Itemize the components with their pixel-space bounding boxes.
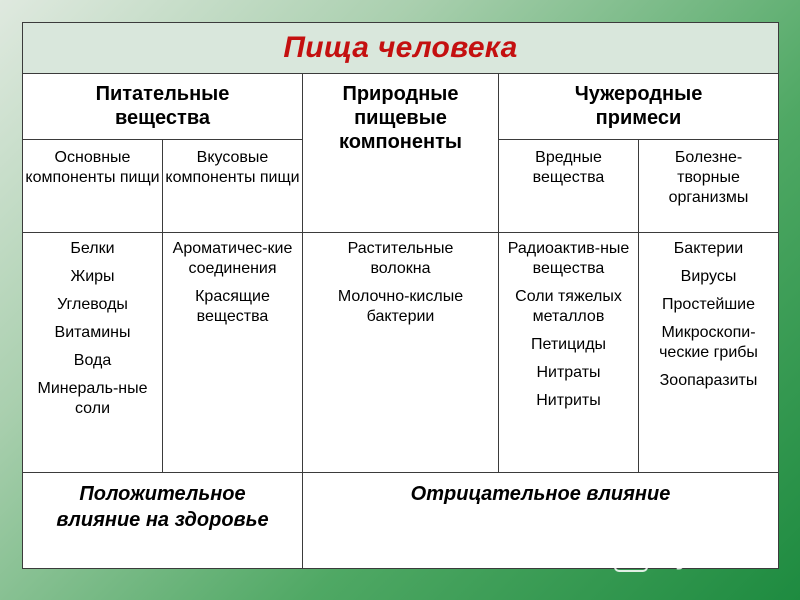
list-item: Простейшие	[662, 296, 755, 313]
subheader-harmful: Вредные вещества	[499, 140, 639, 233]
list-item: Вода	[73, 352, 112, 369]
title-cell	[23, 23, 779, 74]
list-item: Радиоактив-ные вещества	[507, 240, 630, 277]
column-natural	[303, 233, 499, 473]
list-item: Углеводы	[57, 296, 128, 313]
list-item: Растительные волокна	[347, 240, 454, 277]
list-item: Молочно-кислые бактерии	[337, 288, 464, 325]
column-pathogens	[639, 233, 779, 473]
watermark-text: MyShared	[653, 539, 778, 570]
list-item: Нитриты	[536, 392, 601, 409]
food-table	[22, 22, 779, 569]
subheader-pathogens: Болезне-творные организмы	[639, 140, 779, 233]
footer-negative: Отрицательное влияние	[303, 473, 779, 569]
list-item: Зоопаразиты	[659, 372, 758, 389]
list-item: Витамины	[54, 324, 131, 341]
list-item: Микроскопи-ческие грибы	[659, 324, 758, 361]
subheader-main-components: Основные компоненты пищи	[23, 140, 163, 233]
list-item: Жиры	[70, 268, 115, 285]
subheader-flavor-components: Вкусовые компоненты пищи	[163, 140, 303, 233]
list-item: Минераль-ные соли	[37, 380, 148, 417]
list-item: Нитраты	[536, 364, 601, 381]
list-item: Белки	[70, 240, 115, 257]
watermark-logo-icon	[614, 538, 648, 572]
header-nutrients: Питательные вещества	[23, 74, 303, 140]
column-flavor	[163, 233, 303, 473]
list-item: Красящие вещества	[195, 288, 270, 325]
page-title: Пища человека	[283, 31, 518, 64]
list-item: Бактерии	[673, 240, 744, 257]
list-item: Вирусы	[680, 268, 737, 285]
column-main	[23, 233, 163, 473]
list-item: Ароматичес-кие соединения	[172, 240, 293, 277]
footer-positive: Положительное влияние на здоровье	[23, 473, 303, 569]
header-natural: Природные пищевые компоненты	[303, 74, 499, 233]
column-harmful	[499, 233, 639, 473]
header-foreign: Чужеродные примеси	[499, 74, 779, 140]
list-item: Соли тяжелых металлов	[515, 288, 622, 325]
watermark	[614, 538, 778, 572]
list-item: Петициды	[530, 336, 607, 353]
